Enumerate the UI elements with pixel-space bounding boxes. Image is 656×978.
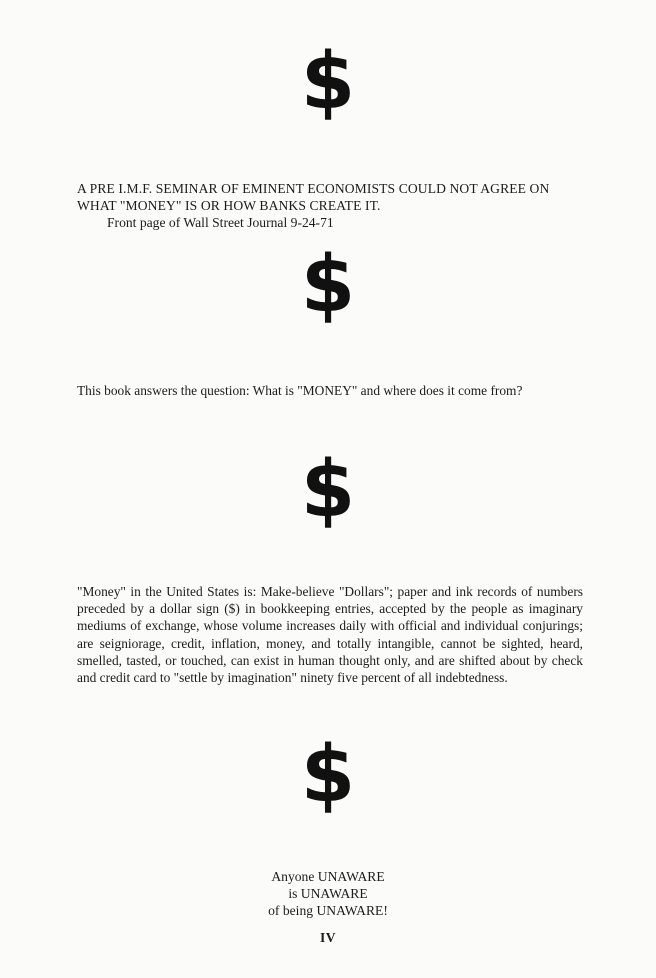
dollar-sign-icon: $ [300, 240, 356, 330]
quote-source: Front page of Wall Street Journal 9-24-71 [107, 215, 334, 230]
dollar-sign-icon: $ [300, 37, 356, 127]
closing-verse [0, 868, 656, 919]
closing-line-1: Anyone UNAWARE [271, 869, 385, 884]
quote-line-1: A PRE I.M.F. SEMINAR OF EMINENT ECONOMISTS COULD NOT AGREE ON [77, 181, 550, 196]
money-definition-paragraph: "Money" in the United States is: Make-believe "Dollars"; paper and ink records of numbers preceded by a dollar sign ($) in bookkeeping entries, accepted by the people as imaginary mediums of exchange, whose volume increases daily with official and individual conjurings; are seigniorage, credit, inflation, money, and totally intangible, cannot be sighted, heard, smelled, tasted, or touched, can exist in human thought only, and are shifted about by check and credit card to "settle by imagination" ninety five percent of all indebtedness. [77, 584, 583, 686]
question-text: This book answers the question: What is "MONEY" and where does it come from? [77, 383, 523, 398]
dollar-sign-icon: $ [300, 445, 356, 535]
dollar-sign-icon: $ [300, 730, 356, 820]
closing-line-3: of being UNAWARE! [268, 903, 388, 918]
closing-line-2: is UNAWARE [288, 886, 368, 901]
page-number: IV [319, 930, 337, 945]
quote-block [77, 180, 583, 231]
quote-line-2: WHAT "MONEY" IS OR HOW BANKS CREATE IT. [77, 198, 381, 213]
